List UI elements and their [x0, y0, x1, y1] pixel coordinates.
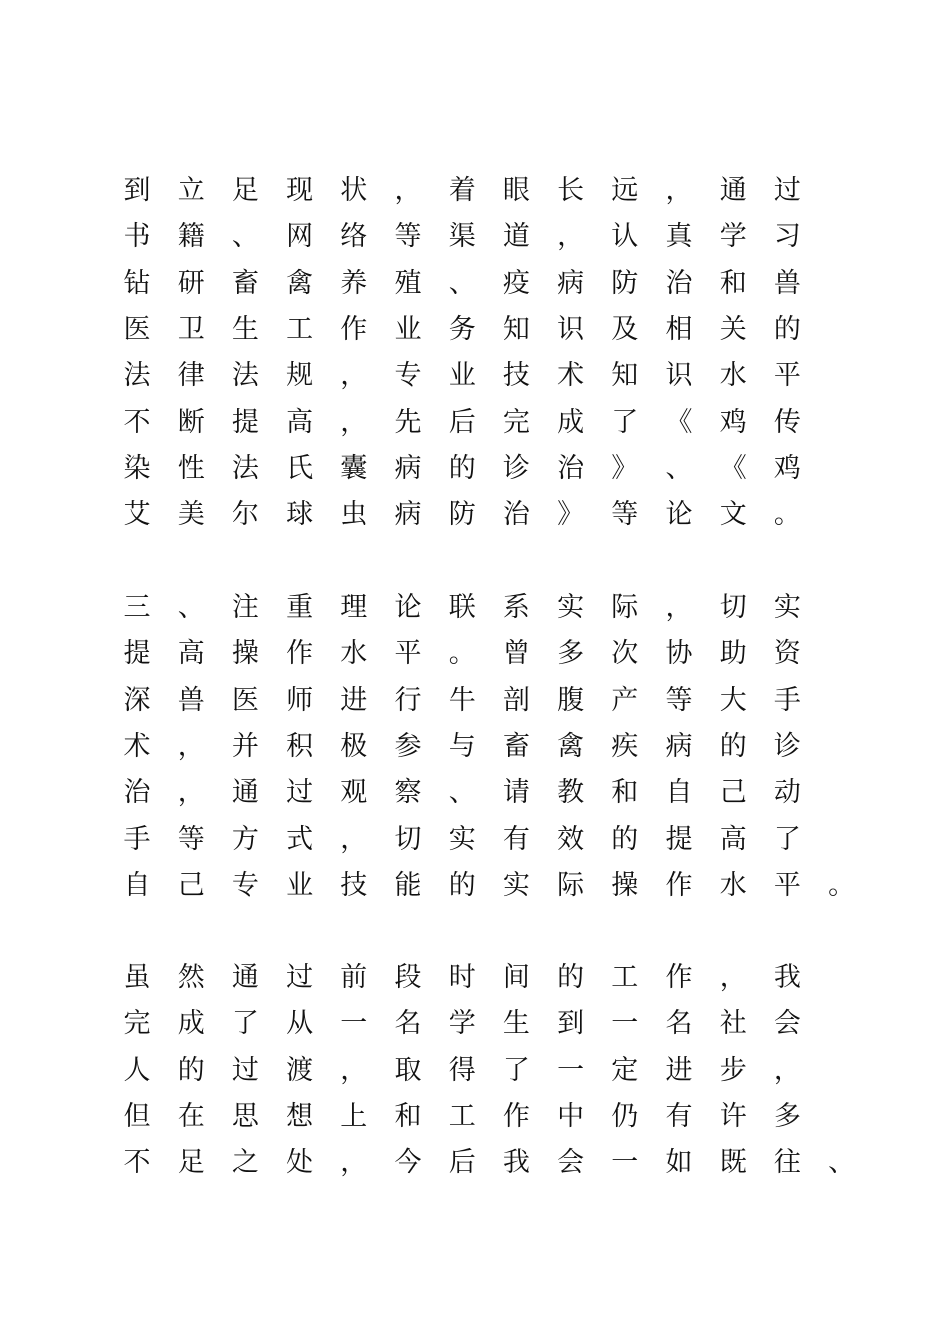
- text-char: 积: [286, 730, 314, 762]
- text-char: ，: [665, 175, 693, 206]
- text-char: 《: [665, 406, 693, 438]
- text-char: 不: [123, 1147, 151, 1179]
- text-char: 高: [286, 406, 314, 438]
- text-char: 实: [502, 869, 530, 901]
- text-char: 平: [773, 869, 801, 901]
- text-char: 方: [231, 823, 259, 855]
- text-char: 往: [773, 1147, 801, 1179]
- text-char: 鸡: [719, 406, 747, 438]
- text-char: 理: [340, 592, 368, 623]
- text-char: 足: [177, 1147, 205, 1179]
- text-line: [0, 1001, 950, 1047]
- text-char: 但: [123, 1100, 151, 1132]
- text-char: ，: [340, 1147, 368, 1179]
- text-char: 进: [340, 684, 368, 716]
- text-line: [0, 353, 950, 399]
- text-char: 观: [340, 777, 368, 809]
- text-char: 取: [394, 1054, 422, 1086]
- text-char: ，: [340, 406, 368, 438]
- text-char: 渡: [286, 1054, 314, 1086]
- text-char: 美: [177, 499, 205, 531]
- text-char: 了: [502, 1054, 530, 1086]
- text-char: 重: [286, 592, 314, 623]
- text-char: 律: [177, 360, 205, 392]
- text-char: 有: [665, 1100, 693, 1132]
- text-char: 高: [719, 823, 747, 855]
- text-char: 式: [286, 823, 314, 855]
- text-char: 了: [231, 1008, 259, 1040]
- text-char: 的: [773, 313, 801, 345]
- text-line: [0, 724, 950, 770]
- text-char: 的: [448, 452, 476, 484]
- text-char: 成: [557, 406, 585, 438]
- text-char: 多: [557, 638, 585, 670]
- text-char: 络: [340, 221, 368, 253]
- text-char: 后: [448, 1147, 476, 1179]
- text-char: 手: [123, 823, 151, 855]
- text-char: 我: [773, 962, 801, 993]
- text-char: 助: [719, 638, 747, 670]
- text-char: 、: [665, 452, 693, 484]
- text-char: 治: [557, 452, 585, 484]
- text-char: 提: [665, 823, 693, 855]
- text-line: [0, 955, 950, 1001]
- text-char: 和: [611, 777, 639, 809]
- text-char: 》: [611, 452, 639, 484]
- text-char: 水: [719, 869, 747, 901]
- text-char: 技: [502, 360, 530, 392]
- text-char: 社: [719, 1008, 747, 1040]
- text-char: 传: [773, 406, 801, 438]
- text-char: 作: [286, 638, 314, 670]
- text-char: 动: [773, 777, 801, 809]
- text-char: 操: [611, 869, 639, 901]
- text-line: [0, 1048, 950, 1094]
- text-char: 自: [123, 869, 151, 901]
- text-char: 书: [123, 221, 151, 253]
- text-char: 平: [394, 638, 422, 670]
- text-char: 治: [665, 267, 693, 299]
- text-char: 完: [123, 1008, 151, 1040]
- text-char: 等: [177, 823, 205, 855]
- text-char: 等: [665, 684, 693, 716]
- text-char: 资: [773, 638, 801, 670]
- text-char: 治: [123, 777, 151, 809]
- text-char: 了: [773, 823, 801, 855]
- text-char: 规: [286, 360, 314, 392]
- text-char: 论: [665, 499, 693, 531]
- text-char: 我: [502, 1147, 530, 1179]
- text-char: 过: [773, 175, 801, 206]
- text-char: 水: [340, 638, 368, 670]
- text-char: 病: [394, 452, 422, 484]
- text-char: 通: [231, 777, 259, 809]
- text-char: 知: [611, 360, 639, 392]
- text-line: [0, 1094, 950, 1140]
- text-char: 通: [719, 175, 747, 206]
- text-char: 过: [231, 1054, 259, 1086]
- text-char: 医: [231, 684, 259, 716]
- text-char: 步: [719, 1054, 747, 1086]
- text-char: 眼: [502, 175, 530, 206]
- text-char: 际: [557, 869, 585, 901]
- text-char: 成: [177, 1008, 205, 1040]
- text-line: [0, 168, 950, 214]
- text-char: 次: [611, 638, 639, 670]
- text-line: [0, 214, 950, 260]
- text-char: 并: [231, 730, 259, 762]
- text-char: 剖: [502, 684, 530, 716]
- text-char: 、: [177, 592, 205, 623]
- text-char: 行: [394, 684, 422, 716]
- text-char: 性: [177, 452, 205, 484]
- text-char: 完: [502, 406, 530, 438]
- text-char: 前: [340, 962, 368, 993]
- text-char: 殖: [394, 267, 422, 299]
- text-char: 想: [286, 1100, 314, 1132]
- text-char: 作: [340, 313, 368, 345]
- text-char: 产: [611, 684, 639, 716]
- text-char: 了: [611, 406, 639, 438]
- text-char: 师: [286, 684, 314, 716]
- text-char: 学: [719, 221, 747, 253]
- text-char: 与: [448, 730, 476, 762]
- text-char: 病: [665, 730, 693, 762]
- text-char: 养: [340, 267, 368, 299]
- text-char: 。: [448, 638, 476, 670]
- text-char: 时: [448, 962, 476, 993]
- text-char: 医: [123, 313, 151, 345]
- text-char: 渠: [448, 221, 476, 253]
- text-char: 然: [177, 962, 205, 993]
- text-char: 断: [177, 406, 205, 438]
- text-char: 作: [502, 1100, 530, 1132]
- text-char: 术: [557, 360, 585, 392]
- text-char: 和: [394, 1100, 422, 1132]
- text-char: 业: [448, 360, 476, 392]
- text-char: ，: [340, 360, 368, 392]
- text-char: 到: [557, 1008, 585, 1040]
- text-char: 认: [611, 221, 639, 253]
- text-char: 手: [773, 684, 801, 716]
- text-char: 法: [231, 452, 259, 484]
- text-char: 生: [502, 1008, 530, 1040]
- text-char: 畜: [231, 267, 259, 299]
- text-char: 》: [557, 499, 585, 531]
- text-char: 知: [502, 313, 530, 345]
- text-char: 禽: [286, 267, 314, 299]
- text-char: 过: [286, 962, 314, 993]
- text-char: 一: [611, 1008, 639, 1040]
- text-char: 的: [611, 823, 639, 855]
- text-char: 囊: [340, 452, 368, 484]
- text-char: 等: [611, 499, 639, 531]
- text-char: 和: [719, 267, 747, 299]
- text-char: 立: [177, 175, 205, 206]
- text-char: 自: [665, 777, 693, 809]
- text-char: 三: [123, 592, 151, 623]
- text-char: 高: [177, 638, 205, 670]
- text-char: 网: [286, 221, 314, 253]
- text-char: ，: [177, 730, 205, 762]
- text-line: [0, 261, 950, 307]
- text-line: [0, 770, 950, 816]
- text-char: 防: [448, 499, 476, 531]
- text-char: 己: [719, 777, 747, 809]
- text-char: 今: [394, 1147, 422, 1179]
- text-char: 段: [394, 962, 422, 993]
- text-char: 参: [394, 730, 422, 762]
- text-char: 识: [557, 313, 585, 345]
- text-char: 切: [719, 592, 747, 623]
- text-char: 一: [340, 1008, 368, 1040]
- text-char: 请: [502, 777, 530, 809]
- text-char: 业: [286, 869, 314, 901]
- text-char: 效: [557, 823, 585, 855]
- text-char: 联: [448, 592, 476, 623]
- text-char: 到: [123, 175, 151, 206]
- text-char: 习: [773, 221, 801, 253]
- text-char: 工: [448, 1100, 476, 1132]
- text-char: 的: [719, 730, 747, 762]
- text-char: 真: [665, 221, 693, 253]
- text-char: 工: [611, 962, 639, 993]
- text-char: 诊: [773, 730, 801, 762]
- text-char: 兽: [773, 267, 801, 299]
- text-char: 道: [502, 221, 530, 253]
- text-char: 识: [665, 360, 693, 392]
- text-char: 后: [448, 406, 476, 438]
- text-line: [0, 631, 950, 677]
- text-char: ，: [394, 175, 422, 206]
- text-char: 名: [665, 1008, 693, 1040]
- text-char: 教: [557, 777, 585, 809]
- text-char: 注: [231, 592, 259, 623]
- text-char: ，: [557, 221, 585, 253]
- text-char: ，: [719, 962, 747, 993]
- text-char: 之: [231, 1147, 259, 1179]
- text-char: 作: [665, 962, 693, 993]
- text-char: 虫: [340, 499, 368, 531]
- text-char: 一: [557, 1054, 585, 1086]
- text-char: 人: [123, 1054, 151, 1086]
- text-char: 技: [340, 869, 368, 901]
- text-char: 曾: [502, 638, 530, 670]
- text-char: 许: [719, 1100, 747, 1132]
- text-char: 系: [502, 592, 530, 623]
- text-line: [0, 307, 950, 353]
- text-line: [0, 1140, 950, 1186]
- text-char: 等: [394, 221, 422, 253]
- text-char: 的: [557, 962, 585, 993]
- text-char: 着: [448, 175, 476, 206]
- text-char: 实: [557, 592, 585, 623]
- text-line: [0, 863, 950, 909]
- text-char: 、: [448, 777, 476, 809]
- text-char: 论: [394, 592, 422, 623]
- text-char: 、: [231, 221, 259, 253]
- text-char: 虽: [123, 962, 151, 993]
- text-char: 能: [394, 869, 422, 901]
- text-char: 籍: [177, 221, 205, 253]
- text-char: 及: [611, 313, 639, 345]
- text-char: 操: [231, 638, 259, 670]
- text-char: 法: [231, 360, 259, 392]
- text-char: 氏: [286, 452, 314, 484]
- text-char: 疫: [502, 267, 530, 299]
- text-char: 协: [665, 638, 693, 670]
- text-char: 、: [828, 1147, 856, 1179]
- text-char: 专: [394, 360, 422, 392]
- text-char: 既: [719, 1147, 747, 1179]
- text-char: 思: [231, 1100, 259, 1132]
- text-char: 会: [773, 1008, 801, 1040]
- text-char: 染: [123, 452, 151, 484]
- text-char: 提: [231, 406, 259, 438]
- text-char: 切: [394, 823, 422, 855]
- text-char: 病: [557, 267, 585, 299]
- text-char: 中: [557, 1100, 585, 1132]
- text-char: ，: [773, 1054, 801, 1086]
- text-char: ，: [340, 1054, 368, 1086]
- text-char: 的: [177, 1054, 205, 1086]
- text-char: 名: [394, 1008, 422, 1040]
- text-char: 足: [231, 175, 259, 206]
- text-char: 察: [394, 777, 422, 809]
- text-char: 鸡: [773, 452, 801, 484]
- text-char: 生: [231, 313, 259, 345]
- text-char: 进: [665, 1054, 693, 1086]
- text-char: 疾: [611, 730, 639, 762]
- text-char: 尔: [231, 499, 259, 531]
- text-char: 兽: [177, 684, 205, 716]
- text-char: 状: [340, 175, 368, 206]
- text-char: 现: [286, 175, 314, 206]
- text-char: 关: [719, 313, 747, 345]
- text-char: 诊: [502, 452, 530, 484]
- text-char: 相: [665, 313, 693, 345]
- text-char: 文: [719, 499, 747, 531]
- text-char: 水: [719, 360, 747, 392]
- text-char: 长: [557, 175, 585, 206]
- text-char: 会: [557, 1147, 585, 1179]
- text-char: 际: [611, 592, 639, 623]
- text-line: [0, 492, 950, 538]
- text-char: 防: [611, 267, 639, 299]
- text-char: 处: [286, 1147, 314, 1179]
- text-char: 治: [502, 499, 530, 531]
- text-char: 术: [123, 730, 151, 762]
- text-char: 务: [448, 313, 476, 345]
- text-char: 极: [340, 730, 368, 762]
- text-char: 如: [665, 1147, 693, 1179]
- text-char: 多: [773, 1100, 801, 1132]
- text-char: 钻: [123, 267, 151, 299]
- text-char: 卫: [177, 313, 205, 345]
- text-char: 业: [394, 313, 422, 345]
- text-char: ，: [665, 592, 693, 623]
- text-char: 作: [665, 869, 693, 901]
- text-char: ，: [340, 823, 368, 855]
- text-line: [0, 585, 950, 631]
- text-char: 通: [231, 962, 259, 993]
- text-char: 定: [611, 1054, 639, 1086]
- text-char: 实: [448, 823, 476, 855]
- text-char: 。: [828, 869, 856, 901]
- text-char: 己: [177, 869, 205, 901]
- text-char: 工: [286, 313, 314, 345]
- text-char: 专: [231, 869, 259, 901]
- text-char: 仍: [611, 1100, 639, 1132]
- text-char: 上: [340, 1100, 368, 1132]
- text-line: [0, 446, 950, 492]
- text-char: 腹: [557, 684, 585, 716]
- text-char: 不: [123, 406, 151, 438]
- text-char: 艾: [123, 499, 151, 531]
- text-line: [0, 817, 950, 863]
- text-char: 间: [502, 962, 530, 993]
- text-char: 平: [773, 360, 801, 392]
- text-char: 远: [611, 175, 639, 206]
- text-char: 。: [773, 499, 801, 531]
- text-char: 在: [177, 1100, 205, 1132]
- text-char: ，: [177, 777, 205, 809]
- text-char: 学: [448, 1008, 476, 1040]
- text-char: 畜: [502, 730, 530, 762]
- text-char: 《: [719, 452, 747, 484]
- text-char: 实: [773, 592, 801, 623]
- text-char: 一: [611, 1147, 639, 1179]
- text-char: 先: [394, 406, 422, 438]
- text-char: 病: [394, 499, 422, 531]
- text-line: [0, 400, 950, 446]
- text-char: 得: [448, 1054, 476, 1086]
- text-line: [0, 678, 950, 724]
- text-char: 提: [123, 638, 151, 670]
- text-char: 从: [286, 1008, 314, 1040]
- text-char: 研: [177, 267, 205, 299]
- text-char: 、: [448, 267, 476, 299]
- text-char: 深: [123, 684, 151, 716]
- text-char: 的: [448, 869, 476, 901]
- text-char: 法: [123, 360, 151, 392]
- text-char: 过: [286, 777, 314, 809]
- text-char: 有: [502, 823, 530, 855]
- text-char: 大: [719, 684, 747, 716]
- text-char: 球: [286, 499, 314, 531]
- text-char: 禽: [557, 730, 585, 762]
- text-char: 牛: [448, 684, 476, 716]
